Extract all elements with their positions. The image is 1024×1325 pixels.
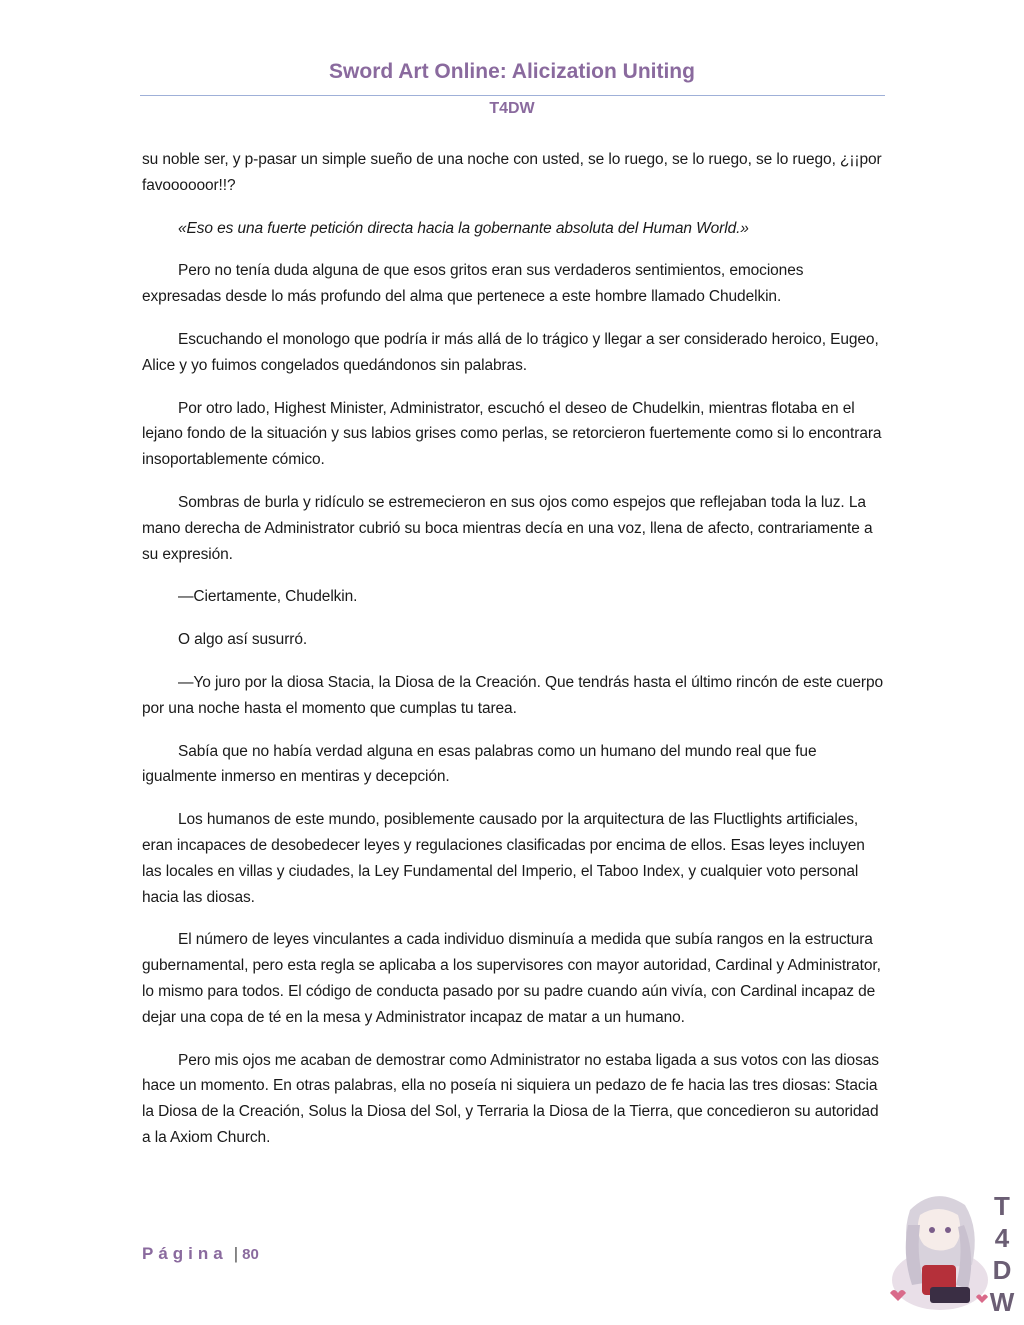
paragraph: Escuchando el monologo que podría ir más allá de lo trágico y llegar a ser considerado heroico, Eugeo, Alice y yo fuimos congelados quedándonos sin palabras. [142, 330, 879, 374]
page-header-title: Sword Art Online: Alicization Uniting [329, 60, 695, 83]
paragraph: —Ciertamente, Chudelkin. [178, 588, 358, 606]
body-text [142, 147, 884, 1168]
logo-letter: 4 [994, 1223, 1010, 1253]
paragraph: O algo así susurró. [178, 631, 308, 649]
logo-letter: W [989, 1287, 1015, 1315]
paragraph: «Eso es una fuerte petición directa hacia la gobernante absoluta del Human World.» [178, 219, 749, 237]
t4dw-logo [880, 1185, 1020, 1315]
paragraph: El número de leyes vinculantes a cada individuo disminuía a medida que subía rangos en la estructura gubernamental, pero esta regla se aplicaba a los supervisores con mayor autoridad, Cardinal y Administrator, lo mismo para todos. El código de conducta pasado por su padre cuando aún vivía, con Cardinal incapaz de dejar una copa de té en la mesa y Administrator incapaz de matar a un humano. [142, 931, 881, 1026]
page-separator: | [233, 1244, 239, 1263]
paragraph: Por otro lado, Highest Minister, Administrator, escuchó el deseo de Chudelkin, mientras flotaba en el lejano fondo de la situación y sus labios grises como perlas, se retorcieron fuertemente como si lo encontrara insoportablemente cómico. [142, 399, 882, 469]
page-label: Página [142, 1244, 228, 1263]
paragraph: Pero no tenía duda alguna de que esos gritos eran sus verdaderos sentimientos, emociones expresadas desde lo más profundo del alma que pertenece a este hombre llamado Chudelkin. [142, 262, 804, 306]
paragraph: —Yo juro por la diosa Stacia, la Diosa de la Creación. Que tendrás hasta el último rincón de este cuerpo por una noche hasta el momento que cumplas tu tarea. [142, 673, 884, 717]
paragraph: Pero mis ojos me acaban de demostrar como Administrator no estaba ligada a sus votos con las diosas hace un momento. En otras palabras, ella no poseía ni siquiera un pedazo de fe hacia las tres diosas: Stacia la Diosa de la Creación, Solus la Diosa del Sol, y Terraria la Diosa de la Tierra, que concedieron su autoridad a la Axiom Church. [142, 1051, 879, 1146]
paragraph: Sabía que no había verdad alguna en esas palabras como un humano del mundo real que fue igualmente inmerso en mentiras y decepción. [142, 742, 817, 786]
paragraph: su noble ser, y p-pasar un simple sueño de una noche con usted, se lo ruego, se lo ruego, se lo ruego, ¿¡¡por favoooooor!!? [142, 151, 882, 194]
header-divider [140, 95, 885, 96]
character-illustration-icon [890, 1196, 988, 1310]
page-number: 80 [242, 1246, 259, 1263]
logo-letter: T [994, 1191, 1010, 1221]
logo-letter: D [992, 1255, 1012, 1285]
paragraph: Los humanos de este mundo, posiblemente causado por la arquitectura de las Fluctlights artificiales, eran incapaces de desobedecer leyes y regulaciones clasificadas por encima de ellos. Esas leyes incluyen las locales en villas y ciudades, la Ley Fundamental del Imperio, el Taboo Index, y cualquier voto personal hacia las diosas. [142, 811, 865, 906]
page-header-subtitle: T4DW [489, 100, 535, 117]
page-footer [142, 1244, 259, 1264]
paragraph: Sombras de burla y ridículo se estremecieron en sus ojos como espejos que reflejaban toda la luz. La mano derecha de Administrator cubrió su boca mientras decía en una voz, llena de afecto, contrariamente a su expresión. [142, 493, 873, 563]
